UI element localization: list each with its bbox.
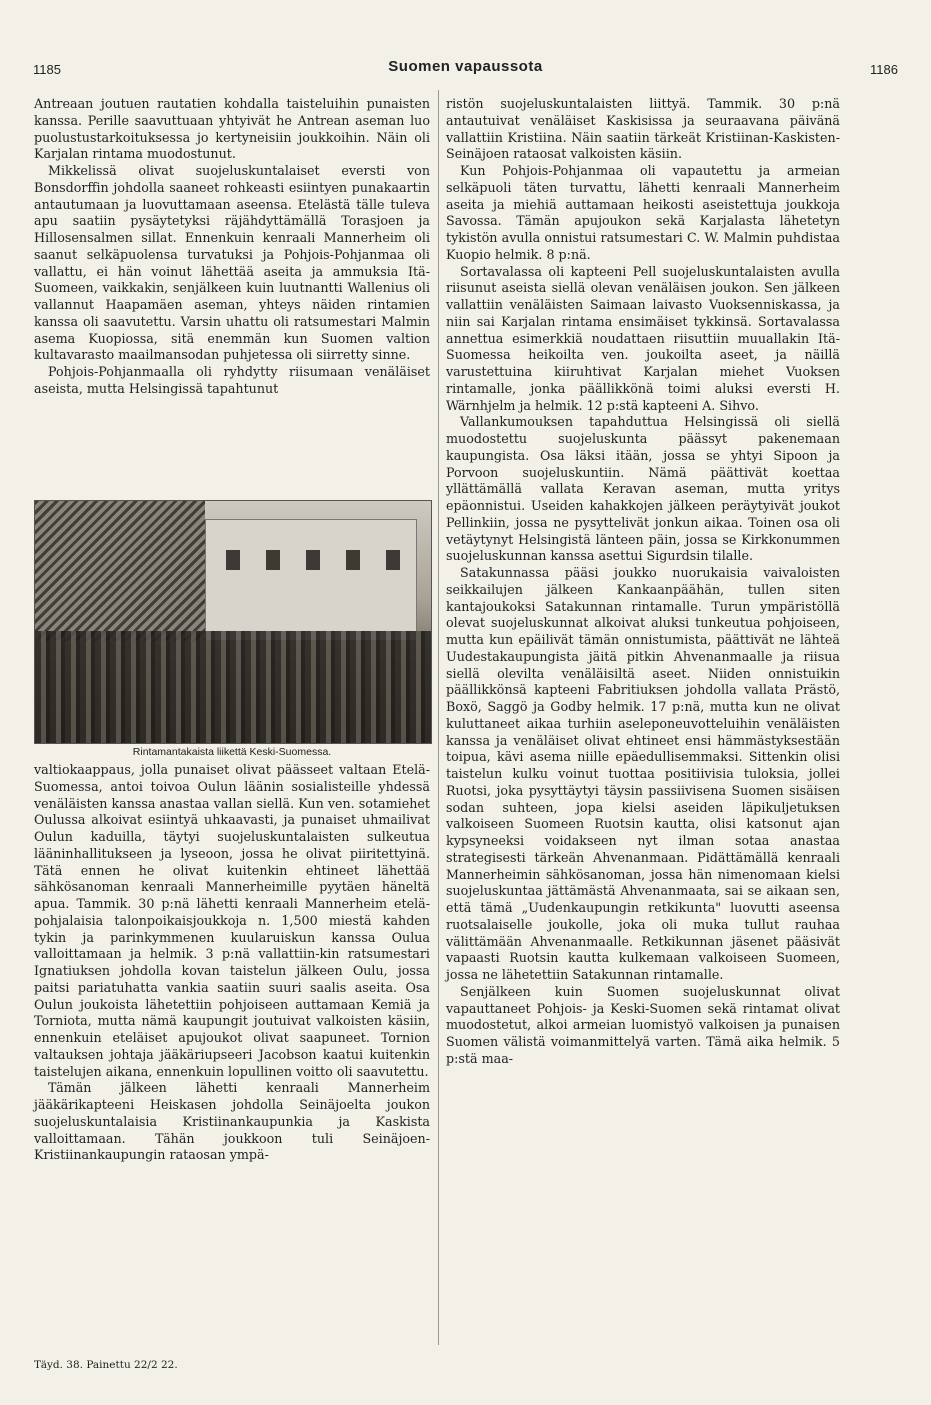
page-number-left: 1185 [33,62,61,77]
paragraph: Satakunnassa pääsi joukko nuorukaisia vaivaloisten seikkailujen jälkeen Kankaanpäähän, tullen siten kantajoukoksi Satakunnan rintamalle. Turun ympäristöllä olevat suojeluskunnat alkoivat aluksi tunkeutua pohjoiseen, mutta kun epäilivät tämän onnistumista, päättivät ne lähteä Uudestakaupungista jäitä pitkin Ahvenanmaalle ja riisua siellä olevilta venäläisiltä aseet. Niiden onnistuikin päällikkönsä kapteeni Fabritiuksen johdolla vallata Prästö, Boxö, Saggö ja Godby helmik. 17 p:nä, mutta kun ne olivat kuluttaneet aikaa turhiin aseleponeuvotteluihin venäläisten kanssa ja venäläiset olivat ehtineet ensi hämmästyksestään toipua, kävi asema niille epäedullisemmaksi. Sittenkin olisi taistelun kulku voinut tuottaa positiivisia tuloksia, jollei Ruotsi, joka pysyttäytyi täysin passiivisena Suomen sisäisen sodan suhteen, jopa kielsi aseiden läpikuljetuksen valkoiseen Suomeen Ruotsin kautta, olisi katsonut ajan kypsyneeksi voidakseen nyt ilman sotaa anastaa strategisesti tärkeän Ahvenanmaan. Pidättämällä kenraali Mannerheimin sähkösanoman, jossa hän nimenomaan kielsi suojeluskuntaa jättämästä Ahvenanmaata, sai se aikaan sen, että tämä „Uudenkaupungin retkikunta" luovutti aseensa ruotsalaiselle joukolle, joka oli muka tullut rauhaa välittämään Ahvenanmaalle. Retkikunnan jäsenet pääsivät vapaasti Ruotsin kautta kulkemaan valkoiseen Suomeen, jossa ne lähetettiin Satakunnan rintamalle. [446,565,840,982]
print-footer: Täyd. 38. Painettu 22/2 22. [34,1359,178,1371]
running-title: Suomen vapaussota [388,58,543,75]
left-column-upper [34,96,430,398]
photo-crowd [35,631,431,743]
photo-building [205,519,417,641]
paragraph: Vallankumouksen tapahduttua Helsingissä oli siellä muodostettu suojeluskunta päässyt pakenemaan kaupungista. Osa läksi itään, jossa se yhtyi Sipoon ja Porvoon suojeluskuntiin. Nämä päättivät koettaa yllättämällä vallata Keravan aseman, mutta yritys epäonnistui. Useiden kahakkojen jälkeen peräytyivät joukot Pellinkiin, jossa ne pysyttelivät jonkun aikaa. Toinen osa oli vetäytynyt Helsingistä länteen päin, jossa se Kirkkonummen suojeluskunnan kanssa asettui Sigurdsin tilalle. [446,414,840,564]
column-divider [438,90,439,1345]
photo-figure [34,500,432,744]
page-number-right: 1186 [870,62,898,77]
paragraph: Mikkelissä olivat suojeluskuntalaiset eversti von Bonsdorffin johdolla saaneet rohkeasti esiintyen punakaartin antautumaan ja luovuttamaan aseensa. Etelästä tälle tuleva apu saatiin pysäytetyksi räjähdyttämällä Torasjoen ja Hillosensalmen sillat. Ennenkuin kenraali Mannerheim oli saanut selkäpuolensa turvatuksi ja Pohjois-Pohjanmaa oli vallattu, ei hän voinut lähettää aseita ja ammuksia Itä-Suomeen, vaikkakin, senjälkeen kuin luutnantti Wallenius oli vallannut Haapamäen aseman, yhteys näiden rintamien kanssa oli saavutettu. Varsin uhattu oli ratsumestari Malmin asema Kuopiossa, sitä enemmän kun Suomen valtion kultavarasto maailmansodan puhjetessa oli siirretty sinne. [34,163,430,363]
figure-caption: Rintamantakaista liikettä Keski-Suomessa. [132,746,332,758]
left-column-lower [34,762,430,1164]
right-column [446,96,840,1068]
paragraph: Kun Pohjois-Pohjanmaa oli vapautettu ja armeian selkäpuoli täten turvattu, lähetti kenraali Mannerheim aseita ja miehiä auttamaan heikosti aseistettuja joukkoja Savossa. Tämän apujoukon sekä Karjalasta lähetetyn tykistön avulla onnistui ratsumestari C. W. Malmin puhdistaa Kuopio helmik. 8 p:nä. [446,163,840,262]
paragraph: Tämän jälkeen lähetti kenraali Mannerheim jääkärikapteeni Heiskasen johdolla Seinäjoelta joukon suojeluskuntalaisia Kristiinankaupunkia ja Kaskista valloittamaan. Tähän joukkoon tuli Seinäjoen-Kristiinankaupungin rataosan ympä- [34,1080,430,1163]
paragraph: Senjälkeen kuin Suomen suojeluskunnat olivat vapauttaneet Pohjois- ja Keski-Suomen sekä rintamat olivat muodostetut, alkoi armeian luomistyö valkoisen ja punaisen Suomen välistä voimanmittelyä varten. Tämä aika helmik. 5 p:stä maa- [446,983,840,1066]
paragraph: ristön suojeluskuntalaisten liittyä. Tammik. 30 p:nä antautuivat venäläiset Kaskisissa ja seuraavana päivänä vallattiin Kristiina. Näin saatiin tärkeät Kristiinan-Kaskisten-Seinäjoen rataosat valkoisten käsiin. [446,96,840,162]
paragraph: Antreaan joutuen rautatien kohdalla taisteluihin punaisten kanssa. Perille saavuttuaan yhtyivät he Antrean aseman luo puolustustarkoituksessa jo kertyneisiin joukkoihin. Näin oli Karjalan rintama muodostunut. [34,96,430,162]
photo-trees [35,501,205,641]
page-header [0,58,931,82]
paragraph: Sortavalassa oli kapteeni Pell suojeluskuntalaisten avulla riisunut aseista siellä olevan venäläisen joukon. Sen jälkeen vallattiin venäläisten Saimaan laivasto Vuoksenniskassa, ja niin sai Karjalan rintama ensimäiset tykkinsä. Sortavalassa annettua esimerkkiä noudattaen riisuttiin muuallakin Itä-Suomessa heikoilta ven. joukoilta aseet, ja näillä varustettuina kiiruhtivat Karjalan miehet Vuoksen rintamalle, jonka päällikkönä toimi aluksi eversti H. Wärnhjelm ja helmik. 12 p:stä kapteeni A. Sihvo. [446,263,840,413]
paragraph: valtiokaappaus, jolla punaiset olivat päässeet valtaan Etelä-Suomessa, antoi toivoa Oulun läänin sosialisteille yhdessä venäläisten kanssa anastaa vallan siellä. Kun ven. sotamiehet Oulussa alkoivat esiintyä uhkaavasti, ja punaiset uhmailivat Oulun kaduilla, täytyi suojeluskuntalaisten sulkeutua lääninhallitukseen ja lyseoon, jossa he olivat piiritettyinä. Tätä ennen he olivat kuitenkin ehtineet lähettää sähkösanoman kenraali Mannerheimille pyytäen häneltä apua. Tammik. 30 p:nä lähetti kenraali Mannerheim etelä-pohjalaisia talonpoikaisjoukkoja n. 1,500 miestä kahden tykin ja parinkymmenen kuularuiskun kanssa Oulua valloittamaan ja helmik. 3 p:nä vallattiin-kin ratsumestari Ignatiuksen johdolla kovan taistelun jälkeen Oulu, jossa paitsi pariatuhatta vankia saatiin suuri saalis aseita. Osa Oulun joukoista lähetettiin pohjoiseen auttamaan Kemiä ja Torniota, mutta nämä kaupungit joutuivat valkoisten käsiin, ennenkuin eteläiset apujoukot olivat saapuneet. Tornion valtauksen johtaja jääkäriupseeri Jacobson kaatui kuitenkin taistelujen aikana, ennenkuin lopullinen voitto oli saavutettu. [34,762,430,1079]
paragraph: Pohjois-Pohjanmaalla oli ryhdytty riisumaan venäläiset aseista, mutta Helsingissä tapahtunut [34,364,430,396]
